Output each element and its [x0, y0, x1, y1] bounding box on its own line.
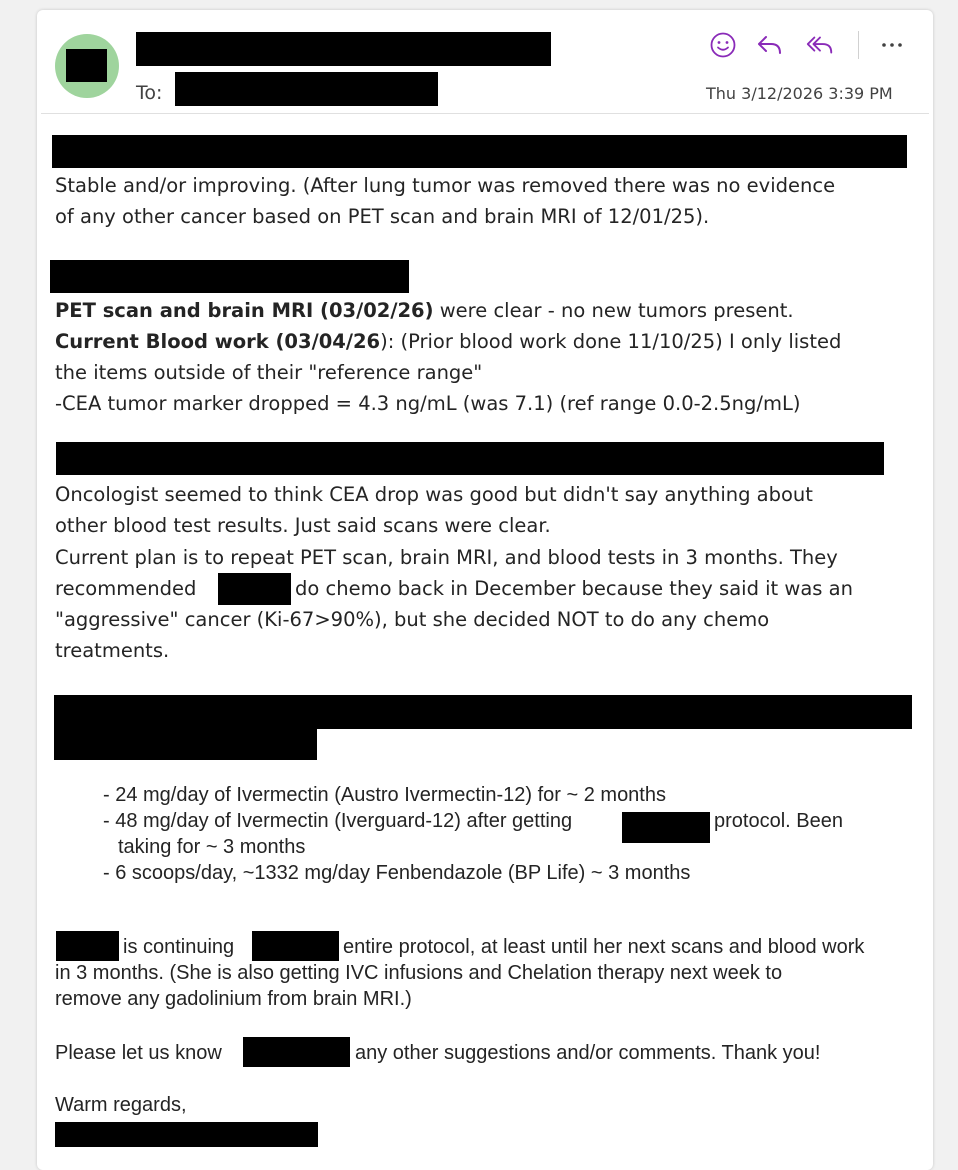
p3-line6: treatments. [55, 639, 170, 662]
p2-line4: -CEA tumor marker dropped = 4.3 ng/mL (was 7.1) (ref range 0.0-2.5ng/mL) [55, 392, 801, 415]
closing-text: Warm regards, [55, 1094, 187, 1116]
reply-icon[interactable] [755, 30, 785, 60]
to-label: To: [136, 82, 163, 104]
list-item-2a: - 48 mg/day of Ivermectin (Iverguard-12) after getting [103, 810, 573, 832]
p5-text-b: any other suggestions and/or comments. Thank you! [355, 1042, 821, 1064]
more-icon[interactable] [877, 30, 907, 60]
p5-text-a: Please let us know [55, 1042, 222, 1064]
header-divider [41, 113, 929, 114]
redacted-avatar-initials [66, 49, 107, 82]
list-item-2b: protocol. Been [714, 810, 843, 832]
redacted-heading-4a [54, 695, 912, 729]
p2-line1-rest: were clear - no new tumors present. [433, 299, 794, 322]
p4-line2: in 3 months. (She is also getting IVC infusions and Chelation therapy next week to [55, 962, 783, 984]
redacted-name-3 [56, 931, 119, 961]
redacted-name-1 [218, 573, 291, 605]
p2-line2-rest: ): (Prior blood work done 11/10/25) I only listed [380, 330, 842, 353]
p4-line1b: entire protocol, at least until her next scans and blood work [343, 936, 865, 958]
p2-line1 [55, 295, 794, 326]
p2-line3: the items outside of their "reference range" [55, 361, 483, 384]
list-item-1: - 24 mg/day of Ivermectin (Austro Ivermectin-12) for ~ 2 months [103, 784, 666, 806]
redacted-heading-3 [56, 442, 884, 475]
redacted-heading-1 [52, 135, 907, 168]
p3-line1: Oncologist seemed to think CEA drop was good but didn't say anything about [55, 483, 813, 506]
redacted-name-2 [622, 812, 710, 843]
redacted-signature [55, 1122, 318, 1147]
p3-line3: Current plan is to repeat PET scan, brain MRI, and blood tests in 3 months. They [55, 546, 838, 569]
reply-all-icon[interactable] [805, 30, 835, 60]
p3-line5: "aggressive" cancer (Ki-67>90%), but she decided NOT to do any chemo [55, 608, 770, 631]
p2-line2-bold: Current Blood work (03/04/26 [55, 330, 381, 353]
p2-line1-bold: PET scan and brain MRI (03/02/26) [55, 299, 434, 322]
p1-line2: of any other cancer based on PET scan and brain MRI of 12/01/25). [55, 205, 710, 228]
p3-line4b: do chemo back in December because they said it was an [295, 577, 853, 600]
redacted-heading-4b [54, 729, 317, 760]
redacted-recipient [175, 72, 438, 106]
p3-line2: other blood test results. Just said scans were clear. [55, 514, 551, 537]
p4-line1a: is continuing [123, 936, 235, 958]
redacted-heading-2 [50, 260, 409, 293]
redacted-name-5 [243, 1037, 350, 1067]
p1-line1: Stable and/or improving. (After lung tumor was removed there was no evidence [55, 174, 836, 197]
emoji-icon[interactable] [708, 30, 738, 60]
p2-line2 [55, 326, 841, 357]
list-item-2c: taking for ~ 3 months [118, 836, 306, 858]
redacted-name-4 [252, 931, 339, 961]
p4-line3: remove any gadolinium from brain MRI.) [55, 988, 412, 1010]
sent-date: Thu 3/12/2026 3:39 PM [706, 84, 893, 103]
avatar[interactable] [55, 34, 119, 98]
redacted-sender-name [136, 32, 551, 66]
p3-line4a: recommended [55, 577, 197, 600]
toolbar-divider [858, 31, 859, 59]
list-item-3: - 6 scoops/day, ~1332 mg/day Fenbendazole (BP Life) ~ 3 months [103, 862, 691, 884]
